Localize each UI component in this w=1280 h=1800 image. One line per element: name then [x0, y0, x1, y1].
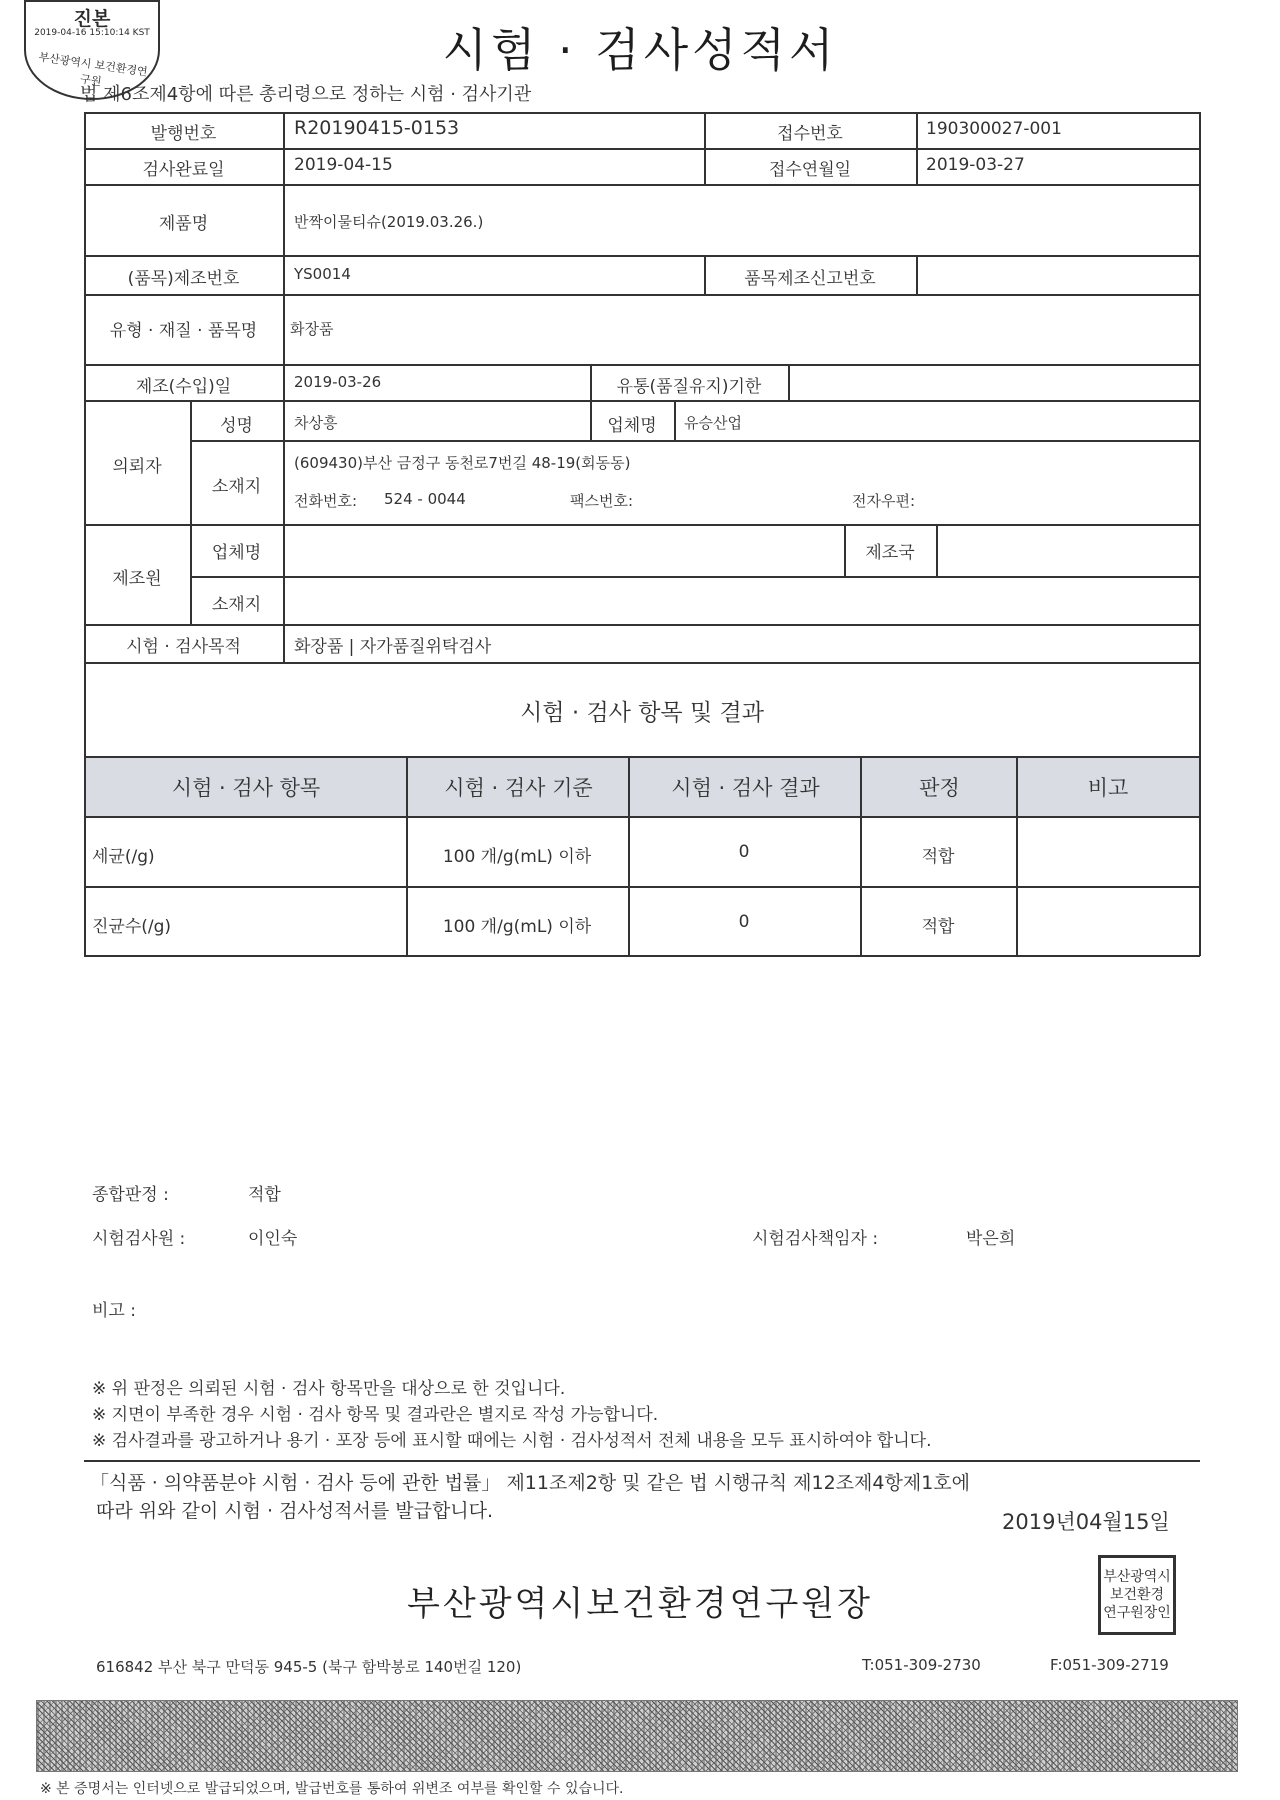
- client-address: (609430)부산 금정구 동천로7번길 48-19(회동동): [294, 454, 631, 472]
- mfg-date-label: 제조(수입)일: [135, 377, 232, 397]
- row1-standard: 100 개/g(mL) 이하: [442, 847, 592, 867]
- document-subtitle: 법 제6조제4항에 따른 총리령으로 정하는 시험 · 검사기관: [80, 84, 532, 105]
- bottom-note: ※ 본 증명서는 인터넷으로 발급되었으며, 발급번호를 통하여 위변조 여부를 확인할 수 있습니다.: [40, 1781, 624, 1797]
- row2-item: 진균수(/g): [92, 917, 172, 937]
- purpose: 화장품 | 자가품질위탁검사: [294, 637, 492, 657]
- header-note: 비고: [1087, 776, 1129, 800]
- divider: [84, 1460, 1200, 1462]
- remarks-label: 비고 :: [92, 1301, 136, 1321]
- mfg-no-label: (품목)제조번호: [127, 269, 240, 289]
- manager-label: 시험검사책임자 :: [752, 1229, 879, 1249]
- issue-no: R20190415-0153: [294, 117, 460, 139]
- complete-date: 2019-04-15: [294, 155, 393, 175]
- document-title: 시험 · 검사성적서: [442, 23, 838, 77]
- mfg-date: 2019-03-26: [294, 373, 382, 391]
- verification-barcode: [36, 1700, 1238, 1772]
- mfg-no: YS0014: [294, 265, 351, 283]
- issue-date: 2019년04월15일: [1002, 1510, 1170, 1534]
- manager-name: 박은희: [966, 1229, 1016, 1249]
- overall-verdict: 적합: [248, 1185, 281, 1205]
- row1-item: 세균(/g): [92, 847, 155, 867]
- row2-standard: 100 개/g(mL) 이하: [442, 917, 592, 937]
- type-value: 화장품: [290, 320, 334, 338]
- results-title: 시험 · 검사 항목 및 결과: [520, 700, 764, 726]
- issue-no-label: 발행번호: [150, 124, 217, 144]
- note-1: ※ 위 판정은 의뢰된 시험 · 검사 항목만을 대상으로 한 것입니다.: [92, 1379, 566, 1399]
- note-2: ※ 지면이 부족한 경우 시험 · 검사 항목 및 결과란은 별지로 작성 가능합니다.: [92, 1405, 659, 1425]
- email-label: 전자우편:: [852, 492, 916, 510]
- expiry-label: 유통(품질유지)기한: [616, 377, 762, 397]
- inspector-name: 이인숙: [248, 1229, 298, 1249]
- header-verdict: 판정: [919, 776, 960, 800]
- legal-line-1: 「식품 · 의약품분야 시험 · 검사 등에 관한 법률」 제11조제2항 및 같은 법 시행규칙 제12조제4항제1호에: [90, 1472, 970, 1494]
- footer-fax: F:051-309-2719: [1050, 1656, 1169, 1674]
- row1-result: 0: [738, 842, 750, 862]
- maker-label: 제조원: [112, 569, 162, 589]
- note-3: ※ 검사결과를 광고하거나 용기 · 포장 등에 표시할 때에는 시험 · 검사성적서 전체 내용을 모두 표시하여야 합니다.: [92, 1431, 932, 1451]
- issuer-name: 부산광역시보건환경연구원장: [407, 1584, 873, 1624]
- phone: 524 - 0044: [384, 490, 466, 508]
- header-result: 시험 · 검사 결과: [671, 776, 820, 800]
- fax-label: 팩스번호:: [570, 492, 634, 510]
- report-no-label: 품목제조신고번호: [744, 269, 876, 289]
- footer-tel: T:051-309-2730: [862, 1656, 981, 1674]
- receipt-no: 190300027-001: [926, 119, 1062, 139]
- client-address-label: 소재지: [211, 477, 262, 497]
- header-item: 시험 · 검사 항목: [171, 776, 321, 800]
- footer-address: 616842 부산 북구 만덕동 945-5 (북구 함박봉로 140번길 120): [96, 1658, 522, 1676]
- receipt-no-label: 접수번호: [777, 124, 843, 144]
- receipt-date-label: 접수연월일: [768, 160, 852, 180]
- purpose-label: 시험 · 검사목적: [126, 637, 241, 657]
- maker-country-label: 제조국: [865, 543, 915, 563]
- row1-verdict: 적합: [921, 847, 955, 867]
- client-name: 차상흥: [294, 414, 338, 432]
- legal-line-2: 따라 위와 같이 시험 · 검사성적서를 발급합니다.: [96, 1500, 494, 1522]
- header-standard: 시험 · 검사 기준: [444, 776, 593, 800]
- complete-date-label: 검사완료일: [142, 160, 225, 180]
- seal-title: 진본: [73, 8, 111, 30]
- product-label: 제품명: [158, 214, 209, 234]
- client-name-label: 성명: [220, 416, 253, 436]
- seal-date: 2019-04-16 15:10:14 KST: [34, 28, 150, 38]
- info-table: [84, 112, 1200, 956]
- type-label: 유형 · 재질 · 품목명: [109, 321, 258, 341]
- row2-verdict: 적합: [921, 917, 955, 937]
- company-label: 업체명: [607, 416, 657, 436]
- issuer-stamp: 부산광역시 보건환경 연구원장인: [1098, 1555, 1176, 1635]
- results-header-row: [86, 758, 1199, 816]
- row2-result: 0: [738, 912, 750, 932]
- company: 유승산업: [684, 414, 742, 432]
- receipt-date: 2019-03-27: [926, 155, 1025, 175]
- client-label: 의뢰자: [112, 457, 162, 477]
- maker-address-label: 소재지: [211, 595, 262, 615]
- phone-label: 전화번호:: [294, 492, 358, 510]
- maker-company-label: 업체명: [211, 543, 262, 563]
- inspector-label: 시험검사원 :: [92, 1229, 186, 1249]
- product-name: 반짝이물티슈(2019.03.26.): [294, 213, 484, 231]
- seal-ring-text: 부산광역시 보건환경연구원: [37, 50, 149, 89]
- overall-label: 종합판정 :: [92, 1185, 169, 1205]
